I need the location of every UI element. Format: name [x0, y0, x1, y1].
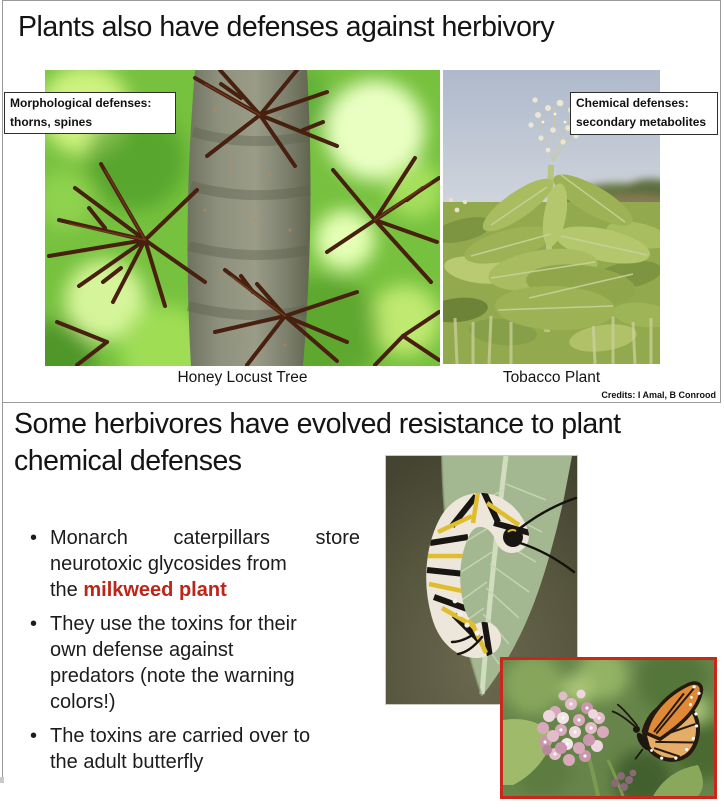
- chemical-defenses-label: [570, 92, 718, 135]
- photo-credits: Credits: I Amal, B Conrood: [601, 390, 716, 400]
- bullet-item: [30, 723, 362, 775]
- slide2-title-line1: Some herbivores have evolved resistance to plant: [14, 408, 621, 440]
- bullet-marker: •: [30, 527, 38, 549]
- page-edge-stub: [0, 777, 4, 783]
- morphological-defenses-label: [4, 92, 176, 134]
- bullet-item: [30, 525, 362, 603]
- bullet-marker: •: [30, 613, 38, 635]
- monarch-butterfly-photo: [500, 657, 717, 799]
- bullet-item: [30, 611, 362, 715]
- chem-label-line1: Chemical defenses:: [576, 96, 689, 110]
- morph-label-line1: Morphological defenses:: [10, 96, 152, 110]
- highlighted-text: milkweed plant: [83, 579, 227, 601]
- slide2-left-border: [2, 403, 3, 777]
- slide2-title-line2: chemical defenses: [14, 445, 242, 477]
- chem-label-line2: secondary metabolites: [576, 115, 707, 129]
- slide1-title: Plants also have defenses against herbivory: [18, 11, 555, 43]
- bullet-text: Monarch caterpillars store neurotoxic glycosides from the milkweed plant: [50, 527, 360, 601]
- tobacco-caption: Tobacco Plant: [502, 369, 601, 386]
- bullet-marker: •: [30, 725, 38, 747]
- bullet-list: [30, 525, 362, 783]
- bullet-text: They use the toxins for their own defense against predators (note the warning colors!): [50, 613, 297, 713]
- honey-locust-caption: Honey Locust Tree: [177, 369, 308, 386]
- bullet-text: The toxins are carried over to the adult butterfly: [50, 725, 311, 773]
- morph-label-line2: thorns, spines: [10, 115, 93, 129]
